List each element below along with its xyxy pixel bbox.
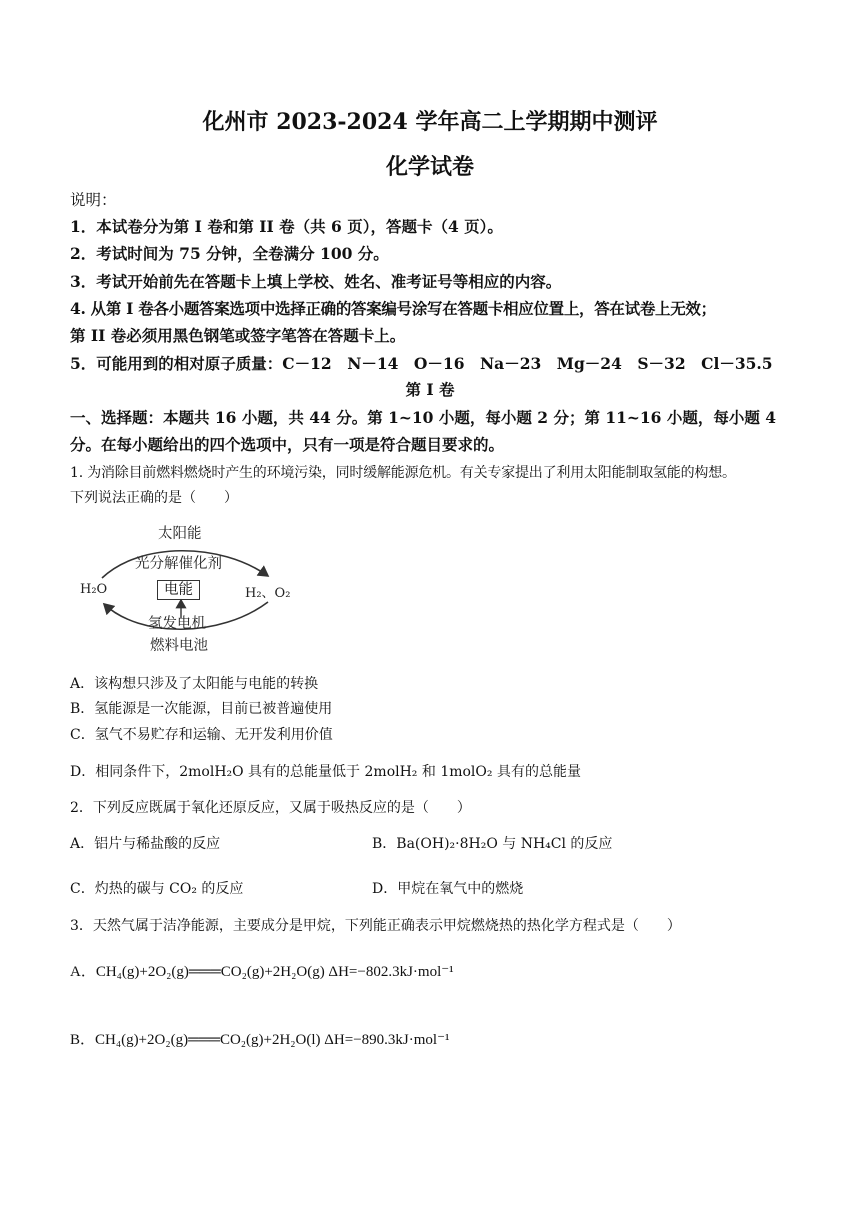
question-1-option-c: C．氢气不易贮存和运输、无开发利用价值 (70, 727, 333, 743)
diagram-catalyst-label: 光分解催化剂 (135, 556, 222, 572)
question-1-option-b: B．氢能源是一次能源，目前已被普遍使用 (70, 701, 333, 717)
diagram-products-label: H₂、O₂ (245, 586, 291, 601)
note-item: 4. 从第 I 卷各小题答案选项中选择正确的答案编号涂写在答题卡相应位置上，答在试卷上无效； (70, 299, 716, 318)
note-item: 5．可能用到的相对原子质量：C－12 N－14 O－16 Na－23 Mg－24 S－32 Cl－35.5 (70, 354, 773, 373)
question-1-stem: 下列说法正确的是（ ） (70, 490, 238, 506)
question-2-option-d: D．甲烷在氧气中的燃烧 (372, 881, 524, 897)
diagram-solar-label: 太阳能 (158, 526, 202, 542)
energy-cycle-diagram (80, 520, 300, 655)
section-label: 第 I 卷 (405, 380, 455, 399)
section-instruction: 分。在每小题给出的四个选项中，只有一项是符合题目要求的。 (70, 435, 505, 454)
note-item: 2．考试时间为 75 分钟，全卷满分 100 分。 (70, 244, 389, 263)
question-2-option-b: B．Ba(OH)₂·8H₂O 与 NH₄Cl 的反应 (372, 836, 613, 852)
page-subtitle: 化学试卷 (385, 154, 474, 180)
note-item: 1．本试卷分为第 I 卷和第 II 卷（共 6 页），答题卡（4 页）。 (70, 217, 503, 236)
diagram-fuelcell-label: 燃料电池 (150, 638, 208, 654)
question-2-option-c: C．灼热的碳与 CO₂ 的反应 (70, 881, 244, 897)
note-item: 第 II 卷必须用黑色钢笔或签字笔答在答题卡上。 (70, 326, 406, 345)
question-1-option-a: A．该构想只涉及了太阳能与电能的转换 (70, 676, 319, 692)
diagram-electric-box: 电能 (157, 580, 200, 600)
notes-heading: 说明： (70, 191, 117, 209)
diagram-water-label: H₂O (80, 582, 108, 597)
question-1-stem: 1. 为消除目前燃料燃烧时产生的环境污染，同时缓解能源危机。有关专家提出了利用太阳能制取氢能的构想。 (70, 465, 736, 481)
page-title: 化州市 2023-2024 学年高二上学期期中测评 (202, 109, 658, 135)
question-2-stem: 2．下列反应既属于氧化还原反应，又属于吸热反应的是（ ） (70, 800, 471, 816)
note-item: 3．考试开始前先在答题卡上填上学校、姓名、准考证号等相应的内容。 (70, 272, 562, 291)
question-2-option-a: A．铝片与稀盐酸的反应 (70, 836, 221, 852)
diagram-generator-label: 氢发电机 (148, 616, 206, 632)
question-3-option-a: A．CH₄(g)+2O₂(g)═══CO₂(g)+2H₂O(g) ΔH=−802.3kJ·mol⁻¹ (70, 964, 454, 980)
question-1-option-d: D．相同条件下，2molH₂O 具有的总能量低于 2molH₂ 和 1molO₂ 具有的总能量 (70, 764, 581, 780)
section-instruction: 一、选择题：本题共 16 小题，共 44 分。第 1~10 小题，每小题 2 分；第 11~16 小题，每小题 4 (70, 408, 777, 427)
question-3-option-b: B．CH₄(g)+2O₂(g)═══CO₂(g)+2H₂O(l) ΔH=−890.3kJ·mol⁻¹ (70, 1032, 450, 1048)
question-3-stem: 3．天然气属于洁净能源，主要成分是甲烷，下列能正确表示甲烷燃烧热的热化学方程式是（ ） (70, 918, 681, 934)
